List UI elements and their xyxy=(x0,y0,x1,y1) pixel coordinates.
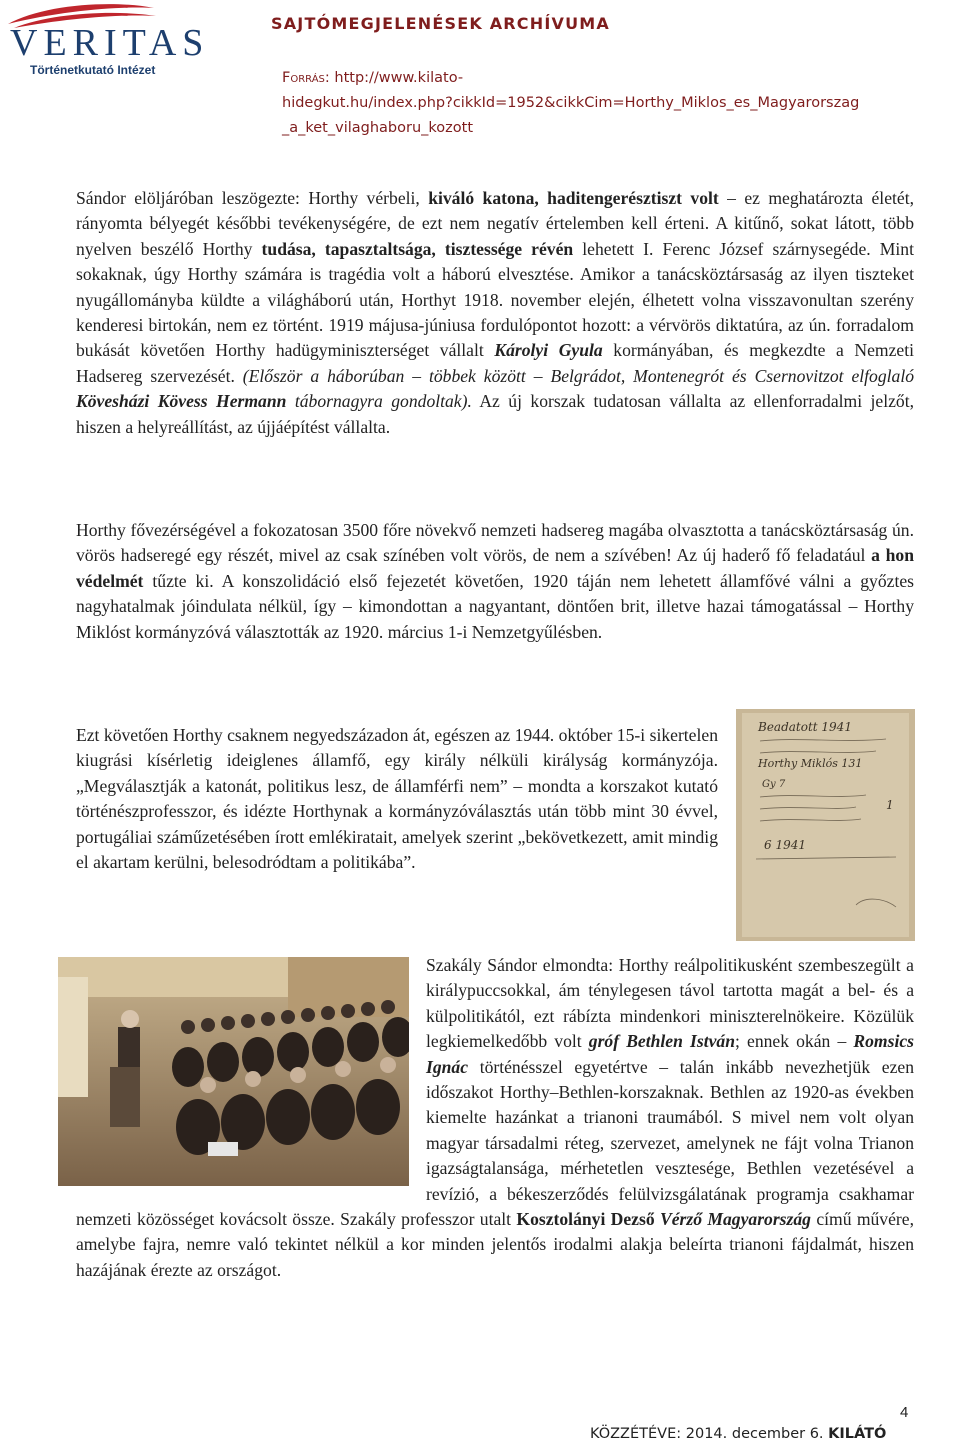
doc-line-5: 6 1941 xyxy=(764,838,806,852)
source-link-part-1[interactable]: http://www.kilato- xyxy=(334,70,464,86)
logo-wordmark: VERITAS xyxy=(10,22,210,64)
paragraph-1: Sándor elöljáróban leszögezte: Horthy vérbeli, kiváló katona, haditengerésztiszt volt – ez meghatározta életét, rányomta bélyegét későbbi tevékenységére, de ezt nem negatív értelemben kell érteni. A kitűnő, sokat látott, több nyelven beszélő Horthy tudása, tapasztaltsága, tisztessége révén lehetett I. Ferenc József szárnysegéde. Mint sokaknak, úgy Horthy számára is tragédia volt a háború elvesztése. Amikor a tanácsköztársaság az ilyen tiszteket nyugállományba küldte a világháború után, Horthyt 1918. november elején, élhetett volna visszavonultan szerény kenderesi birtokán, nem ez történt. 1919 májusa-júniusa fordulópontot hozott: a vérvörös diktatúra, az ún. forradalom bukását követően Horthy hadügyminiszterséget vállalt Károlyi Gyula kormányában, és megkezdte a Nemzeti Hadsereg szervezését. (Először a háborúban – többek között – Belgrádot, Montenegrót és Csernovitzot elfoglaló Kövesházi Kövess Hermann tábornagyra gondoltak). Az új korszak tudatosan vállalta az ellenforradalmi jelzőt, hiszen a helyreállítást, az újjáépítést vállalta. xyxy=(76,188,914,437)
paragraph-3: Ezt követően Horthy csaknem negyedszázadon át, egészen az 1944. október 15-i sikertelen kiugrási kísérletig ideiglenes államfő, egy király nélküli királyság kormányzója. „Megválasztják a katonát, politikus lesz, de államférfi nem” – mondta a korszakot kutató történészprofesszor, és idézte Horthynak a kormányzóválasztás után több mint 30 évvel, portugáliai száműzetésében írott emlékiratait, amelyek szerint „bekövetkezett, amit mindig el akartam kerülni, belesodródtam a politikába”. xyxy=(76,725,718,873)
published-source: KILÁTÓ xyxy=(828,1426,887,1442)
paragraph-4: Szakály Sándor elmondta: Horthy reálpolitikusként szembeszegült a királypuccsokkal, ám ténylegesen távol tartotta magát a bel- és a külpolitikától, ezt rábízta mindenkori miniszterelnökeire. Közülük legkiemelkedőbb volt gróf Bethlen István; ennek okán – Romsics Ignác történésszel egyetértve – talán inkább nevezhetjük ezen időszakot Horthy–Bethlen-korszaknak. Bethlen az 1920-as években kiemelte hazánkat a trianoni traumából. S mivel nem volt olyan magyar társadalmi réteg, szervezet, amelynek ne fájt volna Trianon igazságtalansága, mérhetetlen vesztesége, Bethlen vezetésével a revízió, a békeszerződés felülvizsgálatának programja csakhamar nemzeti közösséget kovácsolt össze. Szakály professzor utalt Kosztolányi Dezső Vérző Magyarország című művére, amelybe fajra, nemre való tekintet nélkül a kor minden jelentős irodalmi alakja beleírta trianoni fájdalmát, hiszen hazájának érezte az országot. xyxy=(76,955,914,1280)
published-date: KÖZZÉTÉVE: 2014. december 6. xyxy=(590,1426,829,1442)
source-label: Forrás: xyxy=(282,70,330,86)
paragraph-2: Horthy fővezérségével a fokozatosan 3500 főre növekvő nemzeti hadsereg magába olvasztotta a tanácsköztársaság ún. vörös hadseregé egy részét, mivel az csak színében volt vörös, de nem a szívében! Az új haderő fő feladatául a hon védelmét tűzte ki. A konszolidáció első fejezetét követően, 1920 táján nem lehetett államfővé válni a győztes nagyhatalmak jóindulata nélkül, így – kimondottan a nagyantant, döntően brit, illetve hazai támogatással – Horthy Miklóst kormányzóvá választották az 1920. március 1-i Nemzetgyűlésben. xyxy=(76,520,915,642)
historical-document-image xyxy=(736,709,915,941)
doc-line-2: Horthy Miklós 131 xyxy=(758,757,863,770)
doc-line-1: Beadatott 1941 xyxy=(758,720,852,734)
page-number: 4 xyxy=(900,1404,909,1421)
source-link-part-2[interactable]: hidegkut.hu/index.php?cikkId=1952&cikkCim=Horthy_Miklos_es_Magyarorszag xyxy=(282,95,860,111)
publication-line xyxy=(590,1426,886,1442)
doc-line-4: 1 xyxy=(886,798,894,812)
lecture-audience-photo xyxy=(58,957,409,1186)
source-line xyxy=(282,66,952,141)
veritas-logo xyxy=(4,0,210,82)
source-link-part-3[interactable]: _a_ket_vilaghaboru_kozott xyxy=(282,120,474,136)
logo-subtitle: Történetkutató Intézet xyxy=(30,63,156,77)
doc-line-3: Gy 7 xyxy=(762,779,786,790)
archive-title: SAJTÓMEGJELENÉSEK ARCHÍVUMA xyxy=(271,14,610,33)
